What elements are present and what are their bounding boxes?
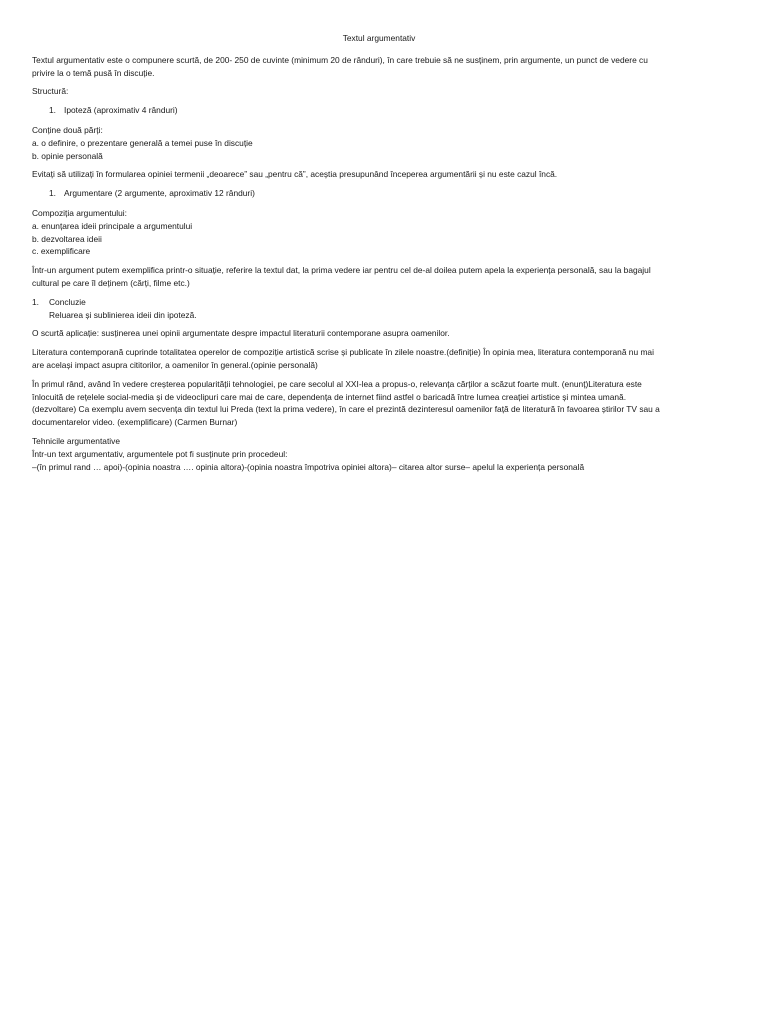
literatura-line: Literatura contemporană cuprinde totalitatea operelor de compoziție artistică scrise și publicate în zilele noastre.(definiție) În opinia mea, literatura contemporană nu mai (32, 347, 654, 358)
compozitia-item: b. dezvoltarea ideii (32, 233, 102, 244)
list-number: 1. (49, 105, 56, 116)
argument-line: înlocuită de rețelele social-media și de videoclipuri care mai de care, dependența de internet fiind astfel o baricadă între lumea creației artistice și mintea umană. (32, 391, 627, 402)
compozitia-item: c. exemplificare (32, 246, 91, 257)
list-number: 1. (49, 188, 56, 199)
compozitia-heading: Compoziția argumentului: (32, 207, 127, 218)
list-item-argumentare (32, 187, 726, 200)
literatura-paragraph (32, 346, 726, 372)
contine-block (32, 124, 726, 162)
list-item-concluzie (32, 296, 726, 322)
argument-line: În primul rând, având în vedere creșterea popularității tehnologiei, pe care secolul al XXI-lea a propus-o, relevanța cărților a scăzut foarte mult. (enunț)Literatura este (32, 378, 642, 389)
literatura-line: are același impact asupra cititorilor, a oamenilor în general.(opinie personală) (32, 359, 318, 370)
intro-paragraph (32, 54, 726, 80)
exemplu-paragraph (32, 264, 726, 290)
document-title: Textul argumentativ (342, 33, 416, 43)
exemplu-line: Într-un argument putem exemplifica printr-o situație, referire la textul dat, la prima vedere iar pentru cel de-al doilea putem apela la experiența personală, sau la bagajul (32, 265, 651, 276)
tehnici-heading: Tehnicile argumentative (32, 435, 120, 446)
tehnici-line: –(în primul rand … apoi)-(opinia noastra …. opinia altora)-(opinia noastra împotriva opiniei altora)– citarea altor surse– apelul la experiența personală (32, 461, 585, 472)
list-item-ipoteza (32, 104, 726, 117)
aplicatie-paragraph: O scurtă aplicație: susținerea unei opinii argumentate despre impactul literaturii contemporane asupra oamenilor. (32, 328, 450, 339)
tehnici-block (32, 435, 726, 473)
contine-item: b. opinie personală (32, 150, 103, 161)
document-page (32, 32, 726, 473)
list-item-label: Concluzie (49, 296, 86, 307)
list-item-label: Ipoteză (aproximativ 4 rânduri) (64, 105, 178, 116)
list-item-label: Argumentare (2 argumente, aproximativ 12 rânduri) (64, 188, 255, 199)
exemplu-line: cultural pe care îl deținem (cărți, filme etc.) (32, 277, 190, 288)
argument-line: documentarelor video. (exemplificare) (Carmen Burnar) (32, 417, 238, 428)
contine-item: a. o definire, o prezentare generală a temei puse în discuție (32, 137, 253, 148)
argument-paragraph (32, 378, 726, 429)
evitati-paragraph: Evitați să utilizați în formularea opiniei termenii „deoarece” sau „pentru că”, aceștia presupunând începerea argumentării și nu este cazul încă. (32, 169, 558, 180)
compozitia-item: a. enunțarea ideii principale a argumentului (32, 220, 193, 231)
contine-heading: Conține două părți: (32, 124, 103, 135)
compozitia-block (32, 207, 726, 258)
argument-line: (dezvoltare) Ca exemplu avem secvența din textul lui Preda (text la prima vedere), în care el prezintă dezinteresul oamenilor față de literatură în favoarea știrilor TV sau a (32, 404, 660, 415)
list-number: 1. (32, 296, 39, 307)
intro-line: Textul argumentativ este o compunere scurtă, de 200- 250 de cuvinte (minimum 20 de rânduri), în care trebuie să ne susținem, prin argumente, un punct de vedere cu (32, 54, 648, 65)
structure-heading: Structură: (32, 86, 69, 97)
concluzie-description: Reluarea și sublinierea ideii din ipoteză. (49, 309, 197, 320)
tehnici-line: Într-un text argumentativ, argumentele pot fi susținute prin procedeul: (32, 448, 288, 459)
intro-line: privire la o temă pusă în discuție. (32, 67, 155, 78)
